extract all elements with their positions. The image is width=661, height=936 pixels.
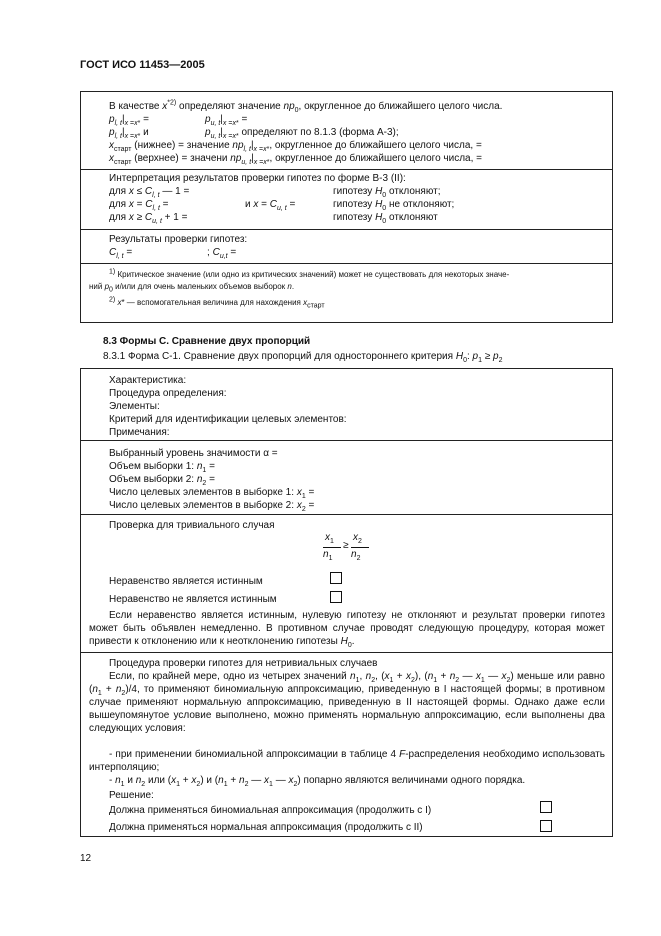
nontrivial-paragraph: Если, по крайней мере, одно из четырех значений $n_1$, $n_2$, $(x_1 + x_2)$, ($n_1 + n_2$ — $x_1$ — $x_2$) меньше или равно $(n_1 + n_2)/4$, то применяют биномиальную аппроксимацию, приведенную в I настоящей формы; в противном случае применяют нормальную аппроксимацию, приведенную в II настоящей формы. Однако даже если вышеупомянутое условие выполнено, можно применять нормальную аппроксимацию, если выполнены два следующих условия: [89, 671, 605, 734]
field-elements: Элементы: [109, 401, 160, 412]
field-x2: Число целевых элементов в выборке 2: $x_2$ = [109, 500, 315, 513]
checkbox-normal[interactable] [540, 820, 552, 832]
interp-row2-left: для $x = C_{l, t}$ = [109, 199, 169, 212]
trivial-title: Проверка для тривиального случая [109, 520, 275, 531]
interp-row3-left: для $x \ge C_{u, t} + 1$ = [109, 212, 188, 225]
field-notes: Примечания: [109, 427, 170, 438]
row1-line3: $p_{l, t}|_{x =x*}$ и [109, 127, 149, 140]
interp-row1-left: для $x \le C_{l, t}$ — 1 = [109, 186, 190, 199]
row1-line4: $x_{старт}$ (нижнее) = значение $np_{l, t}|_{x =x*}$, округленное до ближайшего целого числа, = [109, 140, 482, 153]
results-values: $C_{l, t}$ = ; $C_{u,t}$ = [109, 247, 237, 260]
interpretation-title: Интерпретация результатов проверки гипотез по форме В-3 (II): [109, 173, 406, 184]
checkbox-inequality-true[interactable] [330, 572, 342, 584]
footnote-1-cont: ний $p_0$ и/или для очень маленьких объемов выборок n. [89, 282, 295, 294]
interp-row2-mid: и $x = C_{u, t}$ = [245, 199, 296, 212]
row1-line5: $x_{старт}$ (верхнее) = значени $np_{u, t}|_{x =x*}$, округленное до ближайшего целого числа, = [109, 153, 483, 166]
top-table [80, 91, 613, 323]
row1-line3b: $p_{u, t}|_{x =x*}$ определяют по 8.1.3 (форма А-3); [205, 127, 399, 140]
label-inequality-false: Неравенство не является истинным [109, 594, 277, 605]
bullet-1: - при применении биномиальной аппроксимации в таблице 4 F-распределения необходимо использовать интерполяцию; [89, 749, 606, 773]
row1-line1: В качестве $x^{*2)}$ определяют значение $np_0$, округленное до ближайшего целого числа. [109, 99, 503, 114]
field-criterion: Критерий для идентификации целевых элементов: [109, 414, 347, 425]
field-significance: Выбранный уровень значимости α = [109, 448, 278, 459]
checkbox-inequality-false[interactable] [330, 591, 342, 603]
field-characteristic: Характеристика: [109, 375, 187, 386]
results-title: Результаты проверки гипотез: [109, 234, 248, 245]
field-n1: Объем выборки 1: $n_1$ = [109, 461, 215, 474]
decision-title: Решение: [109, 790, 154, 801]
row1-line2b: $p_{u, t}|_{x =x*}$ = [205, 114, 248, 127]
interp-row3-right: гипотезу $H_0$ отклоняют [333, 212, 438, 225]
label-inequality-true: Неравенство является истинным [109, 576, 263, 587]
interp-row1-right: гипотезу $H_0$ отклоняют; [333, 186, 441, 199]
document-header: ГОСТ ИСО 11453—2005 [80, 59, 205, 71]
page-number: 12 [80, 853, 92, 864]
label-normal: Должна применяться нормальная аппроксимация (продолжить с II) [109, 822, 423, 833]
footnote-1: $^{1)}$ Критическое значение (или одно из критических значений) может не существовать для некоторых значе- [109, 268, 510, 279]
section-title: 8.3 Формы С. Сравнение двух пропорций [103, 336, 311, 347]
bullet-2: - $n_1$ и $n_2$ или $(x_1 + x_2)$ и ($n_1 + n_2$ — $x_1$ — $x_2$) попарно являются величинами одного порядка. [109, 775, 526, 788]
field-x1: Число целевых элементов в выборке 1: $x_1$ = [109, 487, 315, 500]
form-c1-table: Характеристика: Процедура определения: Элементы: Критерий для идентификации целевых элементов: Примечания: Выбранный уровень значимости α = Объем выборки 1: $n_1$ = Объем выборки 2: $n_2$ = Число целевых элементов в выборке 1: $x_1$ = Число целевых элементов в выборке 2: $x_2$ = Проверка для тривиального случая $x_1$ $n_1$ ≥ $x_2$ $n_2$ Неравенство является истинным Неравенство не является истинным Если неравенство является истинным, нулевую гипотезу не отклоняют и результат проверки гипотез может быть объявлен немедленно. В противном случае проводят следующую процедуру, которая может привести к отклонению или к неотклонению гипотезы $H_0$. Процедура проверки гипотез для нетривиальных случаев Если, по крайней мере, одно из четырех значений $n_1$, $n_2$, $(x_1 + x_2)$, ($n_1 + n_2$ — $x_1$ — $x_2$) меньше или равно $(n_1 + n_2)/4$, то применяют биномиальную аппроксимацию, приведенную в I настоящей формы; в противном случае применяют нормальную аппроксимацию, приведенную в II настоящей формы. Однако даже если вышеупомянутое условие выполнено, можно применять нормальную аппроксимацию, если выполнены два следующих условия: - при применении биномиальной аппроксимации в таблице 4 F-распределения необходимо использовать интерполяцию; - $n_1$ и $n_2$ или $(x_1 + x_2)$ и ($n_1 + n_2$ — $x_1$ — $x_2$) попарно являются величинами одного порядка. Решение: Должна применяться биномиальная аппроксимация (продолжить с I) Должна применяться нормальная аппроксимация (продолжить с II) [80, 368, 613, 837]
section-subtitle: 8.3.1 Форма С-1. Сравнение двух пропорций для одностороннего критерия $H_0$: $p_1 \ge p_2$ [103, 351, 503, 364]
footnote-2: $^{2)}$ x* — вспомогательная величина для нахождения $x_{старт}$ [109, 296, 325, 310]
label-binomial: Должна применяться биномиальная аппроксимация (продолжить с I) [109, 805, 432, 816]
trivial-paragraph: Если неравенство является истинным, нулевую гипотезу не отклоняют и результат проверки гипотез может быть объявлен немедленно. В противном случае проводят следующую процедуру, которая может привести к отклонению или к неотклонению гипотезы $H_0$. [89, 610, 605, 649]
nontrivial-title: Процедура проверки гипотез для нетривиальных случаев [109, 658, 378, 669]
checkbox-binomial[interactable] [540, 801, 552, 813]
field-n2: Объем выборки 2: $n_2$ = [109, 474, 215, 487]
field-procedure: Процедура определения: [109, 388, 227, 399]
row1-line2: $p_{l, t}|_{x =x*}$ = [109, 114, 149, 127]
interp-row2-right: гипотезу $H_0$ не отклоняют; [333, 199, 455, 212]
